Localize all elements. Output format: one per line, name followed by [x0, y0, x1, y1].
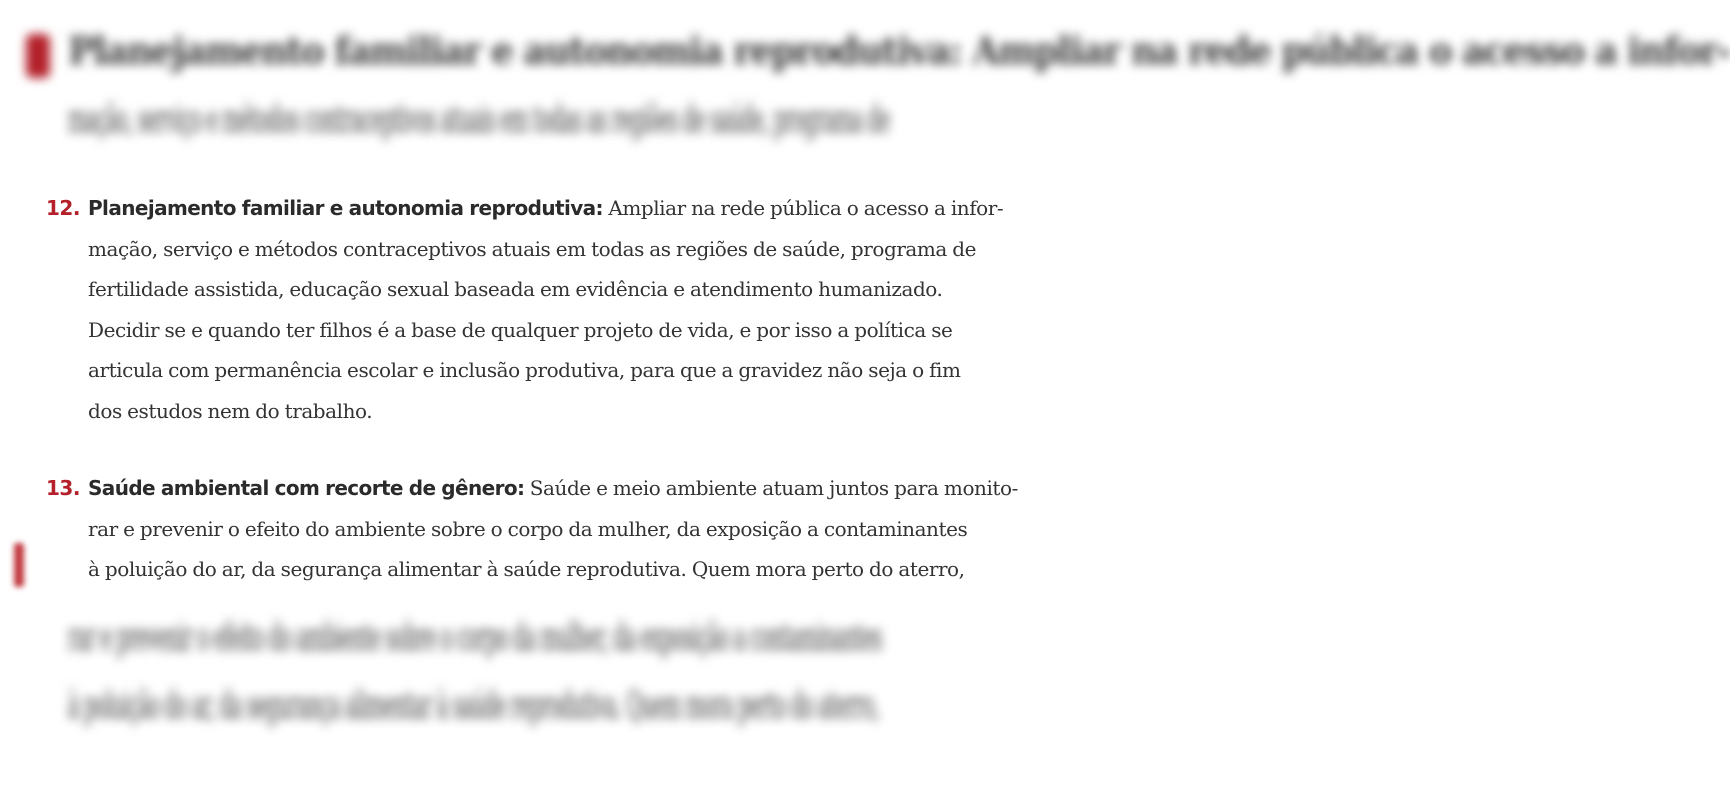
item-number: 12. — [46, 196, 80, 220]
blurred-bottom-band — [0, 592, 1200, 800]
item-line — [88, 468, 1148, 509]
item-line-text: Ampliar na rede pública o acesso a infor- — [602, 196, 1004, 220]
item-line: à poluição do ar, da segurança alimentar à saúde reprodutiva. Quem mora perto do aterro, — [88, 557, 965, 581]
blurred-top-band — [0, 0, 1730, 178]
blurred-top-line-1 — [68, 26, 1730, 76]
item-line: Decidir se e quando ter filhos é a base de qualquer projeto de vida, e por isso a política se — [88, 317, 953, 342]
item-number: 13. — [46, 476, 80, 500]
margin-marker — [14, 543, 24, 587]
item-line-text: Saúde e meio ambiente atuam juntos para monito- — [524, 476, 1018, 500]
item-line: fertilidade assistida, educação sexual baseada em evidência e atendimento humanizado. — [88, 277, 943, 301]
blurred-top-lead: Planejamento familiar e autonomia reprodutiva: — [68, 28, 962, 73]
item-line: articula com permanência escolar e inclusão produtiva, para que a gravidez não seja o fim — [88, 358, 961, 382]
item-line: rar e prevenir o efeito do ambiente sobre o corpo da mulher, da exposição a contaminantes — [88, 516, 968, 541]
item-line — [88, 188, 1148, 229]
item-term: Saúde ambiental com recorte de gênero: — [88, 476, 525, 500]
blurred-bottom-line-1: rar e prevenir o efeito do ambiente sobre o corpo da mulher, da exposição a contaminantes — [68, 615, 882, 659]
blurred-item-number — [26, 34, 50, 78]
blurred-top-line-2: mação, serviço e métodos contraceptivos atuais em todas as regiões de saúde, programa de — [68, 97, 890, 141]
document-excerpt — [0, 178, 1200, 592]
item-body — [88, 468, 1148, 590]
item-line: dos estudos nem do trabalho. — [88, 398, 373, 423]
item-body — [88, 188, 1148, 431]
item-term: Planejamento familiar e autonomia reprodutiva: — [88, 196, 603, 220]
item-line: mação, serviço e métodos contraceptivos atuais em todas as regiões de saúde, programa de — [88, 236, 977, 261]
blurred-top-line-1-rest: Ampliar na rede pública o acesso a infor- — [961, 28, 1730, 73]
blurred-bottom-line-2: à poluição do ar, da segurança alimentar à saúde reprodutiva. Quem mora perto do aterro, — [68, 683, 879, 727]
